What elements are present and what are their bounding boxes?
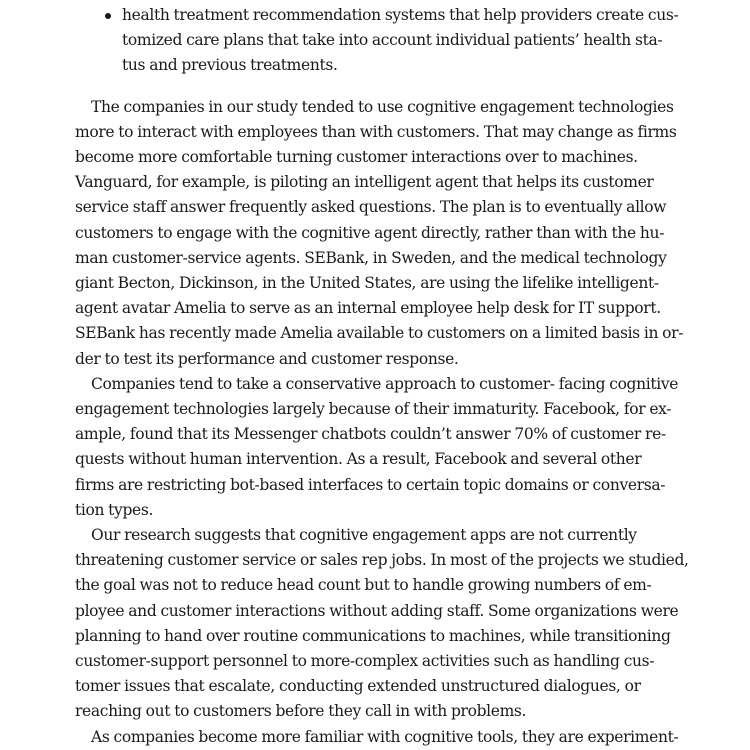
text-line: engagement technologies largely because of their immaturity. Facebook, for ex-	[75, 400, 672, 419]
paragraph-research-suggests	[75, 523, 689, 725]
text-line: ample, found that its Messenger chatbots couldn’t answer 70% of customer re-	[75, 425, 666, 444]
bullet-list	[75, 3, 680, 79]
text-line: Vanguard, for example, is piloting an intelligent agent that helps its customer	[75, 173, 654, 192]
document-page	[75, 3, 689, 750]
bullet-item-health-treatment	[75, 3, 680, 79]
text-line: customers to engage with the cognitive agent directly, rather than with the hu-	[75, 223, 665, 242]
text-line: more to interact with employees than with customers. That may change as firms	[75, 122, 677, 141]
text-line: health treatment recommendation systems that help providers create cus-	[122, 6, 679, 24]
text-line: firms are restricting bot-based interfaces to certain topic domains or conversa-	[75, 475, 666, 494]
text-line: tion types.	[75, 500, 154, 519]
paragraph-employees-vs-customers	[75, 95, 684, 372]
text-line: service staff answer frequently asked questions. The plan is to eventually allow	[75, 198, 667, 217]
text-line: reaching out to customers before they call in with problems.	[75, 702, 527, 721]
text-line: become more comfortable turning customer interactions over to machines.	[75, 148, 638, 167]
text-line: giant Becton, Dickinson, in the United States, are using the lifelike intelligent-	[75, 274, 659, 293]
text-line: tomer issues that escalate, conducting extended unstructured dialogues, or	[75, 677, 641, 696]
paragraph-conservative-approach	[75, 372, 680, 523]
text-line: man customer-service agents. SEBank, in Sweden, and the medical technology	[75, 248, 667, 267]
bullet-dot-icon	[105, 13, 111, 19]
text-line: tus and previous treatments.	[122, 56, 338, 75]
text-line: tomized care plans that take into account individual patients’ health sta-	[122, 31, 663, 50]
text-line: As companies become more familiar with cognitive tools, they are experiment-	[91, 727, 679, 746]
text-line: der to test its performance and customer response.	[75, 349, 459, 368]
text-line: SEBank has recently made Amelia available to customers on a limited basis in or-	[75, 324, 684, 343]
text-line: customer-support personnel to more-complex activities such as handling cus-	[75, 652, 655, 671]
text-line: Companies tend to take a conservative approach to customer- facing cognitive	[91, 374, 679, 393]
paragraph-familiar-with-tools	[75, 725, 680, 750]
text-line: ployee and customer interactions without adding staff. Some organizations were	[75, 601, 679, 620]
text-line: agent avatar Amelia to serve as an internal employee help desk for IT support.	[75, 299, 661, 318]
text-line: quests without human intervention. As a result, Facebook and several other	[75, 450, 642, 469]
text-line: Our research suggests that cognitive engagement apps are not currently	[91, 526, 637, 545]
text-line: The companies in our study tended to use cognitive engagement technologies	[91, 97, 674, 116]
text-line: the goal was not to reduce head count but to handle growing numbers of em-	[75, 576, 652, 595]
text-line: threatening customer service or sales rep jobs. In most of the projects we studied,	[75, 551, 689, 570]
text-line: planning to hand over routine communications to machines, while transitioning	[75, 626, 671, 645]
